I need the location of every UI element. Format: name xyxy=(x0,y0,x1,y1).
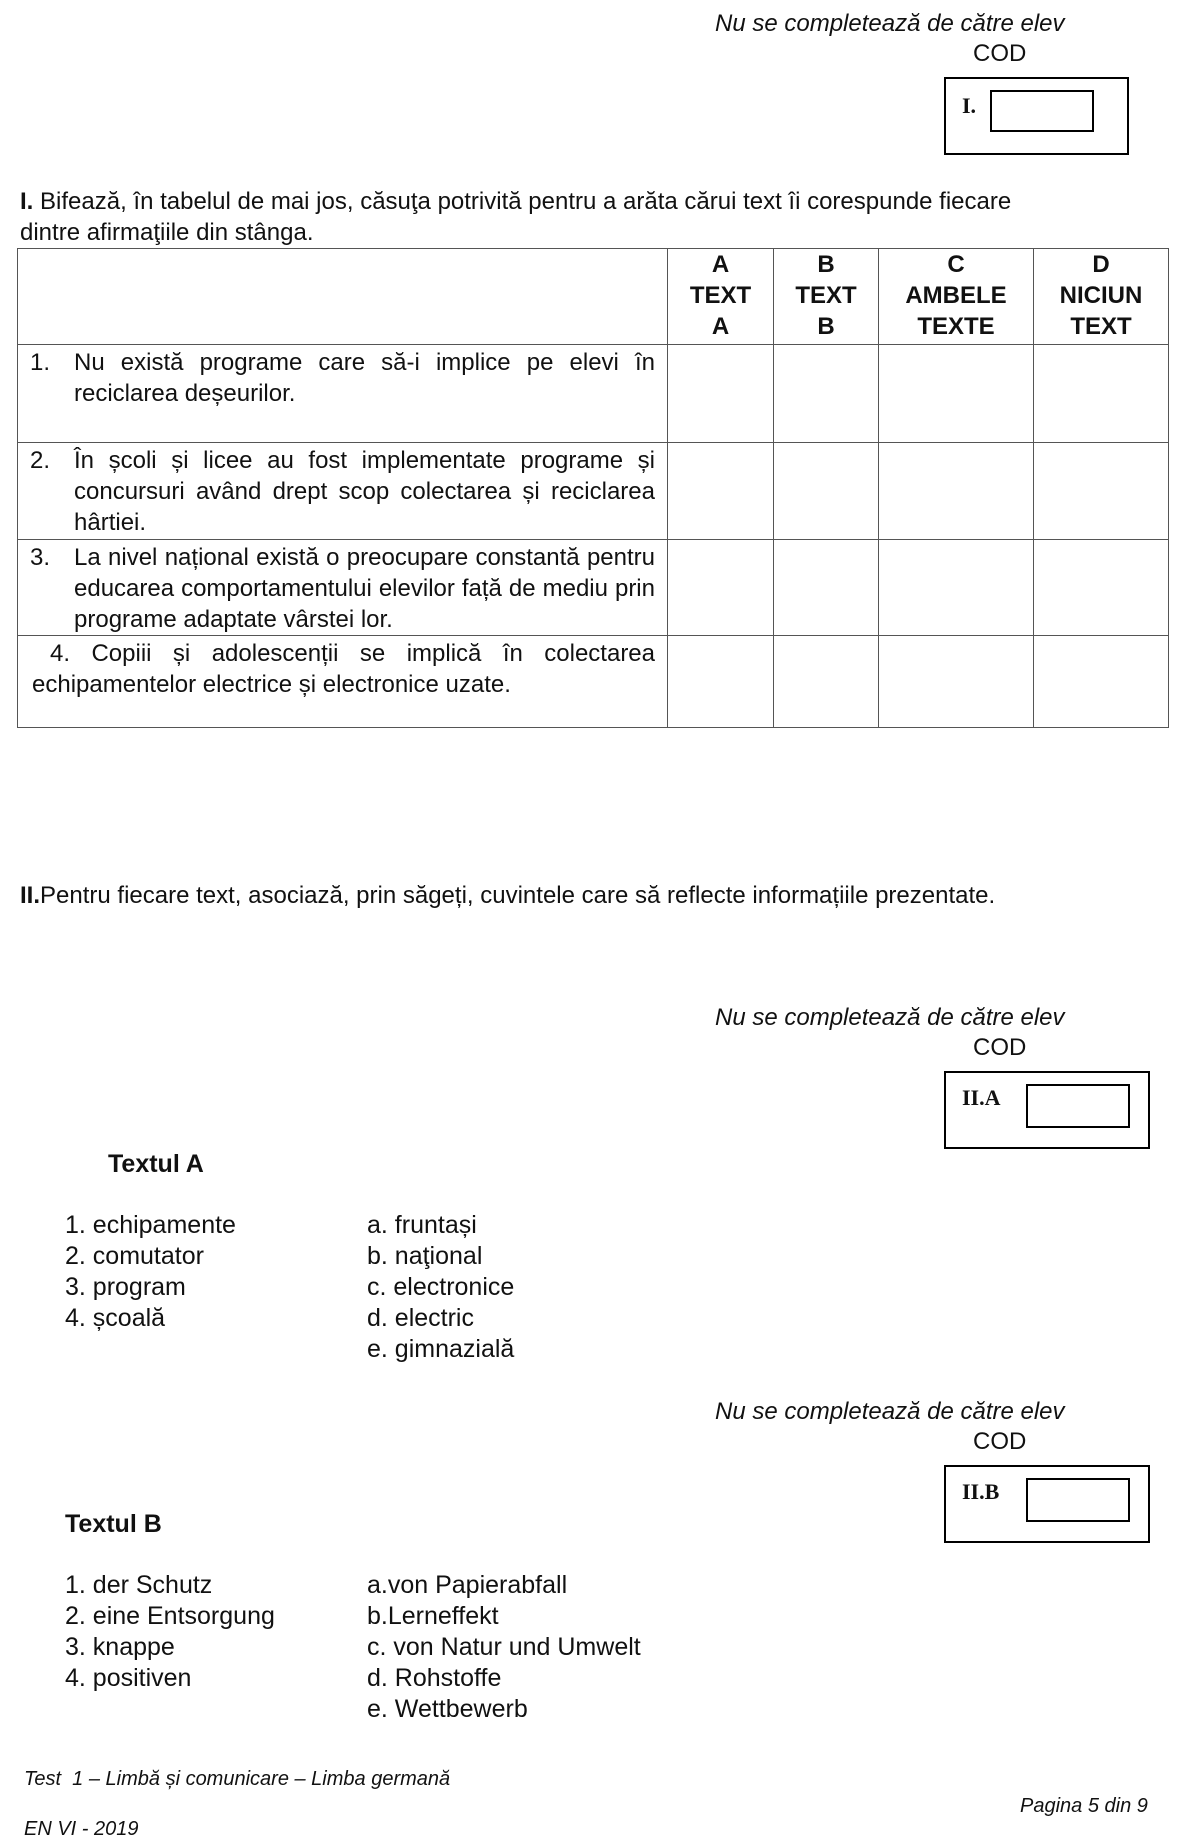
list-item[interactable]: 4. positiven xyxy=(65,1664,192,1692)
checkbox-cell-2a[interactable] xyxy=(668,443,774,540)
footer-exam-code: EN VI - 2019 xyxy=(24,1818,139,1840)
code-box-i xyxy=(944,77,1129,155)
table-header-row xyxy=(18,249,1169,345)
column-header-a: A TEXT A xyxy=(668,249,774,345)
list-item[interactable]: e. Wettbewerb xyxy=(367,1695,528,1723)
list-item[interactable]: 1. der Schutz xyxy=(65,1571,213,1599)
code-input-box[interactable] xyxy=(1026,1084,1130,1128)
statement-cell: 4. Copiii și adolescenții se implică în colectarea echipamentelor electrice și electronice uzate. xyxy=(18,636,668,728)
header-empty-cell xyxy=(18,249,668,345)
list-item[interactable]: e. gimnazială xyxy=(367,1335,515,1363)
checkbox-cell-2d[interactable] xyxy=(1034,443,1169,540)
code-box-label: I. xyxy=(962,93,977,118)
section1-line2: dintre afirmaţiile din stânga. xyxy=(20,219,314,246)
list-item[interactable]: a. fruntași xyxy=(367,1211,477,1239)
column-header-c: C AMBELE TEXTE xyxy=(879,249,1034,345)
code-box-cod: COD xyxy=(973,1428,1027,1455)
text-a-left-list xyxy=(65,1210,236,1334)
answer-table xyxy=(17,248,1169,728)
checkbox-cell-1b[interactable] xyxy=(774,345,879,443)
checkbox-cell-1d[interactable] xyxy=(1034,345,1169,443)
checkbox-cell-4a[interactable] xyxy=(668,636,774,728)
checkbox-cell-3b[interactable] xyxy=(774,540,879,636)
text-b-title: Textul B xyxy=(65,1510,162,1538)
footer-test-title: Test 1 – Limbă și comunicare – Limba germană xyxy=(24,1768,451,1790)
section2-instruction: II.Pentru fiecare text, asociază, prin săgeți, cuvintele care să reflecte informațiile prezentate. xyxy=(20,882,996,909)
code-box-note: Nu se completează de către elev xyxy=(715,1398,1065,1425)
list-item[interactable]: d. electric xyxy=(367,1304,474,1332)
list-item[interactable]: 4. școală xyxy=(65,1304,166,1332)
statement-cell: 3. La nivel național există o preocupare constantă pentru educarea comportamentului elevilor față de mediu prin programe adaptate vârstei lor. xyxy=(18,540,668,636)
text-a-title: Textul A xyxy=(108,1150,204,1178)
code-box-cod: COD xyxy=(973,1034,1027,1061)
text-a-right-list xyxy=(367,1210,514,1365)
checkbox-cell-3d[interactable] xyxy=(1034,540,1169,636)
code-box-iia xyxy=(944,1071,1150,1149)
footer-page-number: Pagina 5 din 9 xyxy=(1020,1795,1148,1817)
checkbox-cell-3a[interactable] xyxy=(668,540,774,636)
text-b-right-list xyxy=(367,1570,641,1725)
section1-number: I. xyxy=(20,188,34,215)
code-input-box[interactable] xyxy=(990,90,1094,132)
checkbox-cell-2c[interactable] xyxy=(879,443,1034,540)
list-item[interactable]: d. Rohstoffe xyxy=(367,1664,502,1692)
list-item[interactable]: 2. comutator xyxy=(65,1242,204,1270)
checkbox-cell-3c[interactable] xyxy=(879,540,1034,636)
list-item[interactable]: c. electronice xyxy=(367,1273,515,1301)
checkbox-cell-1c[interactable] xyxy=(879,345,1034,443)
table-row xyxy=(18,636,1169,728)
checkbox-cell-4b[interactable] xyxy=(774,636,879,728)
list-item[interactable]: a.von Papierabfall xyxy=(367,1571,568,1599)
column-header-d: D NICIUN TEXT xyxy=(1034,249,1169,345)
text-b-left-list xyxy=(65,1570,275,1694)
list-item[interactable]: 3. knappe xyxy=(65,1633,175,1661)
list-item[interactable]: b.Lerneffekt xyxy=(367,1602,499,1630)
statement-cell: 2. În școli și licee au fost implementate programe și concursuri având drept scop colectarea și reciclarea hârtiei. xyxy=(18,443,668,540)
statement-cell: 1. Nu există programe care să-i implice pe elevi în reciclarea deșeurilor. xyxy=(18,345,668,443)
section2-number: II. xyxy=(20,882,41,909)
table-row xyxy=(18,540,1169,636)
list-item[interactable]: 3. program xyxy=(65,1273,186,1301)
code-box-label: II.A xyxy=(962,1085,1001,1110)
section1-line1: Bifează, în tabelul de mai jos, căsuţa potrivită pentru a arăta cărui text îi corespunde fiecare xyxy=(33,188,1012,215)
section1-instruction xyxy=(20,186,1165,248)
code-box-cod: COD xyxy=(973,40,1027,67)
checkbox-cell-4d[interactable] xyxy=(1034,636,1169,728)
table-row xyxy=(18,443,1169,540)
checkbox-cell-2b[interactable] xyxy=(774,443,879,540)
code-box-iib xyxy=(944,1465,1150,1543)
code-box-note: Nu se completează de către elev xyxy=(715,10,1065,37)
list-item[interactable]: b. naţional xyxy=(367,1242,483,1270)
checkbox-cell-4c[interactable] xyxy=(879,636,1034,728)
list-item[interactable]: 1. echipamente xyxy=(65,1211,236,1239)
code-input-box[interactable] xyxy=(1026,1478,1130,1522)
column-header-b: B TEXT B xyxy=(774,249,879,345)
code-box-note: Nu se completează de către elev xyxy=(715,1004,1065,1031)
list-item[interactable]: c. von Natur und Umwelt xyxy=(367,1633,641,1661)
code-box-label: II.B xyxy=(962,1479,1000,1504)
list-item[interactable]: 2. eine Entsorgung xyxy=(65,1602,275,1630)
checkbox-cell-1a[interactable] xyxy=(668,345,774,443)
table-row xyxy=(18,345,1169,443)
